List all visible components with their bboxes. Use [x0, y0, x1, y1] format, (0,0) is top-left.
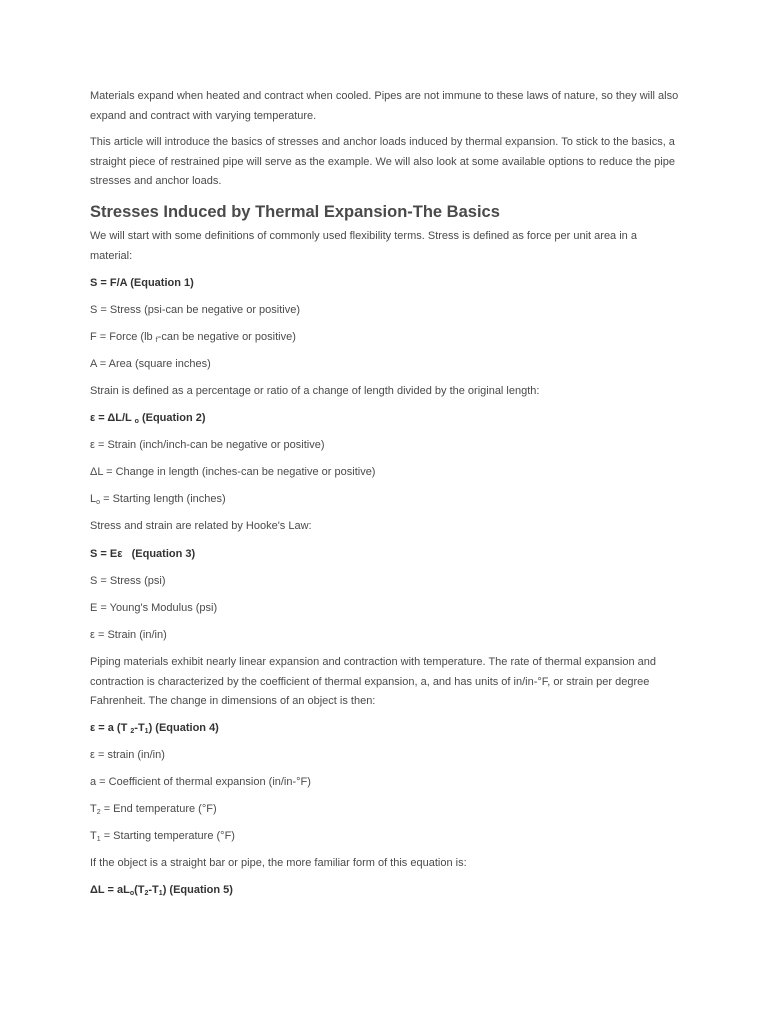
section-heading: Stresses Induced by Thermal Expansion-The Basics: [90, 203, 500, 221]
equation-4: ε = a (T $_2-T_1$) (Equation 4): [90, 722, 219, 735]
stress-psi-definition: S = Stress (psi): [90, 575, 166, 587]
force-variable-definition: F = Force (lb $_f$-can be negative or positive): [90, 331, 296, 344]
equation-3: S = Eε (Equation 3): [90, 548, 196, 560]
end-temperature-definition: $T_2$ = End temperature (°F): [90, 803, 217, 816]
starting-length-definition: $L_o$ = Starting length (inches): [90, 493, 226, 506]
strain-definition-paragraph: Strain is defined as a percentage or ratio of a change of length divided by the original length:: [90, 385, 540, 397]
equation-2: ε = ΔL/L $_o$ (Equation 2): [90, 412, 206, 425]
area-variable-definition: A = Area (square inches): [90, 358, 211, 370]
equation-5: $\Delta L = aL_o(T_2-T_1)$ (Equation 5): [90, 884, 233, 897]
stress-variable-definition: S = Stress (psi-can be negative or positive): [90, 304, 301, 316]
strain-variable-definition: ε = Strain (inch/inch-can be negative or positive): [90, 439, 325, 451]
length-change-definition: ΔL = Change in length (inches-can be negative or positive): [90, 466, 376, 478]
starting-temperature-definition: $T_1$ = Starting temperature (°F): [90, 830, 235, 843]
strain-in-definition: ε = Strain (in/in): [90, 629, 167, 641]
thermal-expansion-paragraph: Piping materials exhibit nearly linear expansion and contraction with temperature. The rate of thermal expansion and contraction is characterized by the coefficient of thermal expansion, a, and has units of in/in-°F, or strain per degree Fahrenheit. The change in dimensions of an object is then:: [90, 656, 657, 707]
youngs-modulus-definition: E = Young's Modulus (psi): [90, 602, 218, 614]
equation-1: S = F/A (Equation 1): [90, 277, 194, 289]
hookes-law-paragraph: Stress and strain are related by Hooke's Law:: [90, 520, 312, 532]
intro-paragraph-1: Materials expand when heated and contract when cooled. Pipes are not immune to these laws of nature, so they will also expand and contract with varying temperature.: [90, 90, 679, 122]
strain-lower-definition: ε = strain (in/in): [90, 749, 165, 761]
intro-paragraph-2: This article will introduce the basics of stresses and anchor loads induced by thermal expansion. To stick to the basics, a straight piece of restrained pipe will serve as the example. We will also look at some available options to reduce the pipe stresses and anchor loads.: [90, 136, 675, 187]
stress-definition-paragraph: We will start with some definitions of commonly used flexibility terms. Stress is defined as force per unit area in a material:: [90, 230, 637, 262]
straight-bar-paragraph: If the object is a straight bar or pipe, the more familiar form of this equation is:: [90, 857, 467, 869]
coefficient-definition: a = Coefficient of thermal expansion (in/in-°F): [90, 776, 311, 788]
